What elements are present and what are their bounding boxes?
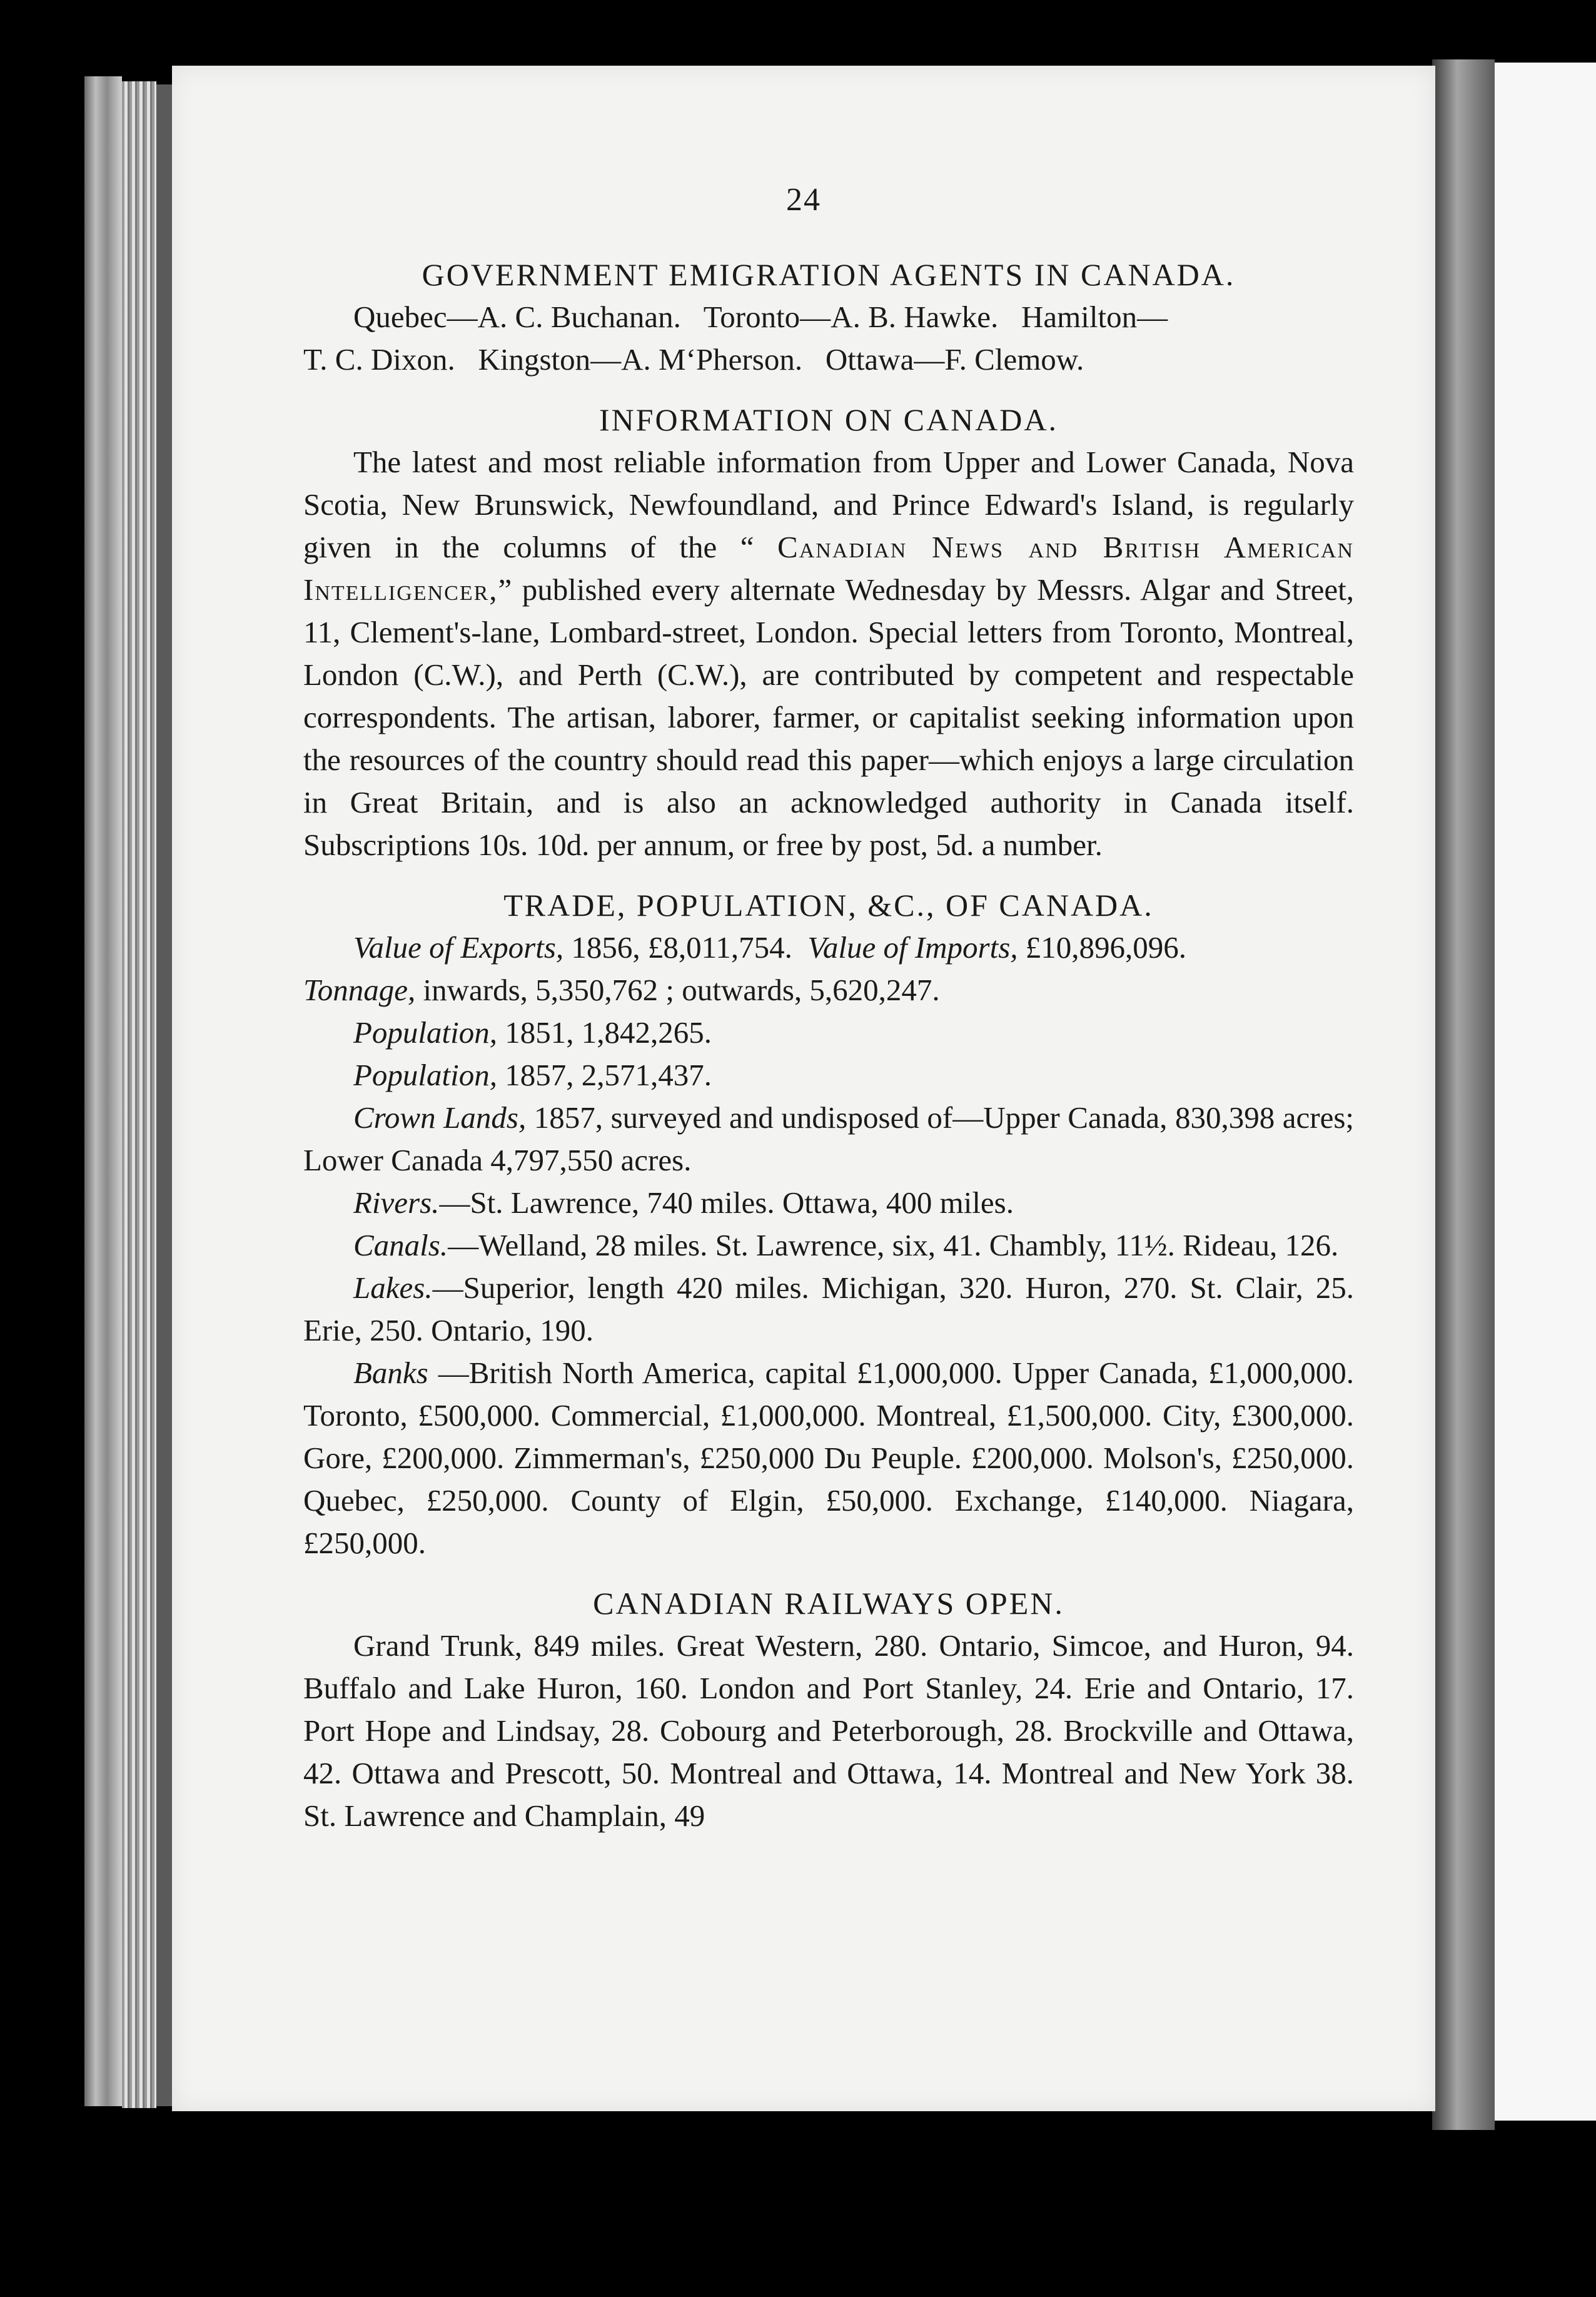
banks-value: —British North America, capital £1,000,000. Upper Canada, £1,000,000. Toronto, £500,000. Commercial, £1,000,000. Montreal, £1,500,000. City, £300,000. Gore, £200,000. Zimmerman's, £250,000 Du Peuple. £200,000. Molson's, £250,000. Quebec, £250,000. County of Elgin, £50,000. Exchange, £140,000. Niagara, £250,000.: [303, 1356, 1354, 1560]
railways-heading: CANADIAN RAILWAYS OPEN.: [593, 1586, 1064, 1621]
exports-label: Value of Exports,: [353, 930, 564, 965]
population-1851-line: [303, 1012, 1354, 1054]
exports-imports-line: [303, 926, 1354, 1012]
page-edges: [122, 81, 156, 2108]
canals-line: [303, 1224, 1354, 1267]
rivers-line: [303, 1182, 1354, 1224]
agents-line-2: T. C. Dixon. Kingston—A. M‘Pherson. Ottawa—F. Clemow.: [303, 342, 1084, 377]
banks-label: Banks: [353, 1356, 428, 1390]
book-edge: [84, 76, 122, 2106]
rivers-label: Rivers.: [353, 1185, 440, 1220]
rivers-value: —St. Lawrence, 740 miles. Ottawa, 400 miles.: [439, 1185, 1014, 1220]
population-1857-value: 1857, 2,571,437.: [497, 1058, 712, 1092]
lakes-label: Lakes.: [353, 1270, 433, 1305]
crown-lands-value: 1857, surveyed and undisposed of—Upper Canada, 830,398 acres; Lower Canada 4,797,550 acres.: [303, 1100, 1355, 1177]
document-page: [172, 66, 1435, 2111]
facing-page: [1495, 63, 1596, 2121]
trade-heading: TRADE, POPULATION, &C., OF CANADA.: [503, 888, 1154, 923]
page-content: [303, 253, 1354, 1837]
population-1857-label: Population,: [353, 1058, 498, 1092]
population-1851-label: Population,: [353, 1015, 498, 1050]
imports-label: Value of Imports,: [807, 930, 1018, 965]
tonnage-value: inwards, 5,350,762 ; outwards, 5,620,247.: [415, 973, 940, 1007]
imports-value: £10,896,096.: [1018, 930, 1187, 965]
book-gutter: [1432, 59, 1495, 2130]
railways-paragraph: Grand Trunk, 849 miles. Great Western, 280. Ontario, Simcoe, and Huron, 94. Buffalo and Lake Huron, 160. London and Port Stanley, 24. Erie and Ontario, 17. Port Hope and Lindsay, 28. Cobourg and Peterborough, 28. Brockville and Ottawa, 42. Ottawa and Prescott, 50. Montreal and Ottawa, 14. Montreal and New York 38. St. Lawrence and Champlain, 49: [303, 1628, 1354, 1833]
information-heading: INFORMATION ON CANADA.: [598, 402, 1059, 437]
crown-lands-label: Crown Lands,: [353, 1100, 527, 1135]
information-text-after: ” published every alternate Wednesday by Messrs. Algar and Street, 11, Clement's-lane, Lombard-street, London. Special letters from Toronto, Montreal, London (C.W.), and Perth (C.W.), are contributed by competent and respectable correspondents. The artisan, laborer, farmer, or capitalist seeking information upon the resources of the country should read this paper—which enjoys a large circulation in Great Britain, and is also an acknowledged authority in Canada itself. Subscriptions 10s. 10d. per annum, or free by post, 5d. a number.: [303, 572, 1354, 862]
exports-value: 1856, £8,011,754.: [563, 930, 808, 965]
publication-title: Canadian News and British American Intelligencer,: [303, 530, 1354, 607]
agents-line-1: Quebec—A. C. Buchanan. Toronto—A. B. Hawke. Hamilton—: [353, 300, 1168, 334]
population-1857-line: [303, 1054, 1354, 1097]
information-paragraph: [303, 441, 1354, 866]
agents-heading: GOVERNMENT EMIGRATION AGENTS IN CANADA.: [422, 257, 1236, 292]
lakes-value: —Superior, length 420 miles. Michigan, 320. Huron, 270. St. Clair, 25. Erie, 250. Ontario, 190.: [303, 1270, 1354, 1347]
banks-line: [303, 1352, 1354, 1564]
lakes-line: [303, 1267, 1354, 1352]
page-number: 24: [786, 182, 821, 218]
binding-shadow: [156, 84, 172, 2106]
canals-label: Canals.: [353, 1228, 448, 1262]
tonnage-label: Tonnage,: [303, 973, 416, 1007]
canals-value: —Welland, 28 miles. St. Lawrence, six, 41. Chambly, 11½. Rideau, 126.: [448, 1228, 1339, 1262]
information-text-before: The latest and most reliable information from Upper and Lower Canada, Nova Scotia, New Brunswick, Newfoundland, and Prince Edward's Island, is regularly given in the columns of the “: [303, 445, 1354, 564]
crown-lands-line: [303, 1097, 1354, 1182]
population-1851-value: 1851, 1,842,265.: [497, 1015, 712, 1050]
